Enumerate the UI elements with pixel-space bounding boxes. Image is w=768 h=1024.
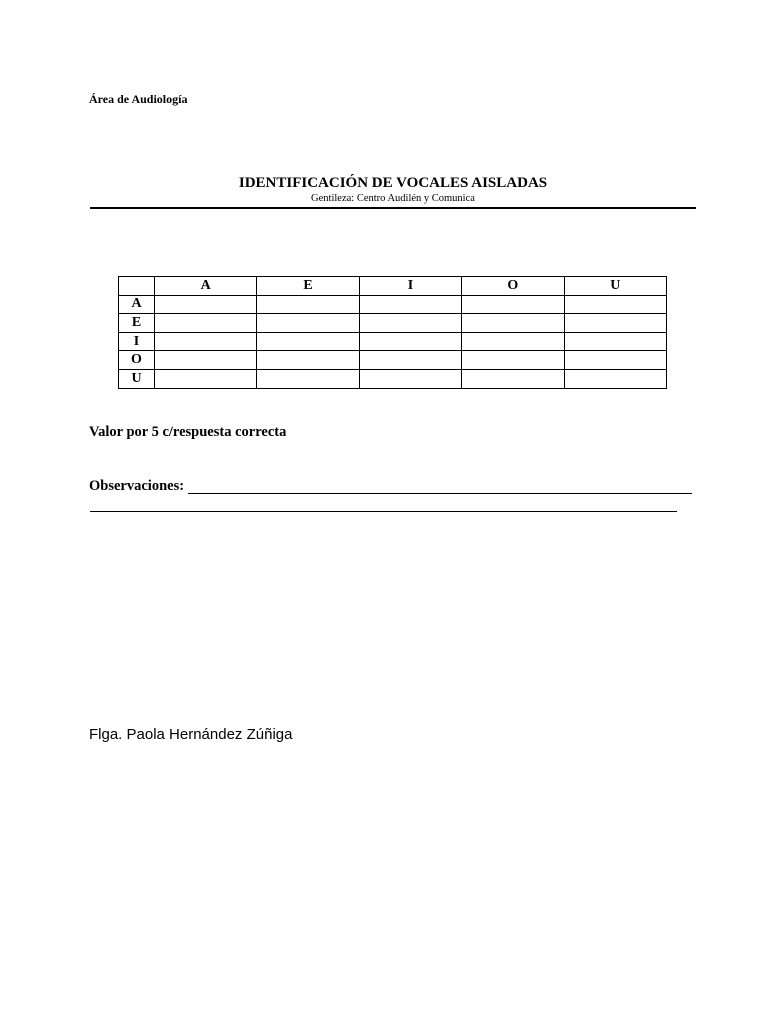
answer-cell (462, 351, 564, 370)
column-header: O (462, 277, 564, 296)
signature: Flga. Paola Hernández Zúñiga (89, 726, 293, 743)
column-header: U (564, 277, 666, 296)
table-row (119, 369, 667, 388)
table-row (119, 332, 667, 351)
table-row (119, 295, 667, 314)
row-header: U (119, 369, 155, 388)
answer-cell (462, 332, 564, 351)
answer-cell (257, 351, 359, 370)
answer-cell (359, 332, 461, 351)
score-note: Valor por 5 c/respuesta correcta (89, 424, 287, 440)
answer-cell (257, 369, 359, 388)
row-header: O (119, 351, 155, 370)
answer-cell (257, 295, 359, 314)
observations-label: Observaciones: (89, 478, 185, 494)
table-corner-cell (119, 277, 155, 296)
answer-cell (462, 369, 564, 388)
answer-cell (359, 295, 461, 314)
answer-cell (257, 332, 359, 351)
title-divider (90, 207, 696, 209)
observations-line (188, 493, 692, 494)
answer-cell (257, 314, 359, 333)
answer-cell (359, 314, 461, 333)
column-header: E (257, 277, 359, 296)
answer-cell (564, 369, 666, 388)
page-title: IDENTIFICACIÓN DE VOCALES AISLADAS (238, 175, 548, 191)
answer-cell (155, 351, 257, 370)
answer-cell (564, 295, 666, 314)
column-header: A (155, 277, 257, 296)
page-subtitle: Gentileza: Centro Audilén y Comunica (311, 193, 475, 204)
area-label: Área de Audiología (89, 92, 188, 106)
row-header: I (119, 332, 155, 351)
table-row (119, 314, 667, 333)
answer-cell (564, 351, 666, 370)
answer-cell (155, 332, 257, 351)
observations-line (90, 511, 677, 512)
answer-cell (462, 314, 564, 333)
answer-cell (155, 295, 257, 314)
row-header: E (119, 314, 155, 333)
answer-cell (359, 351, 461, 370)
table-header-row (119, 277, 667, 296)
answer-cell (564, 314, 666, 333)
answer-cell (564, 332, 666, 351)
table-row (119, 351, 667, 370)
row-header: A (119, 295, 155, 314)
vowel-grid (118, 276, 667, 389)
answer-cell (155, 314, 257, 333)
column-header: I (359, 277, 461, 296)
answer-cell (462, 295, 564, 314)
answer-cell (359, 369, 461, 388)
answer-cell (155, 369, 257, 388)
